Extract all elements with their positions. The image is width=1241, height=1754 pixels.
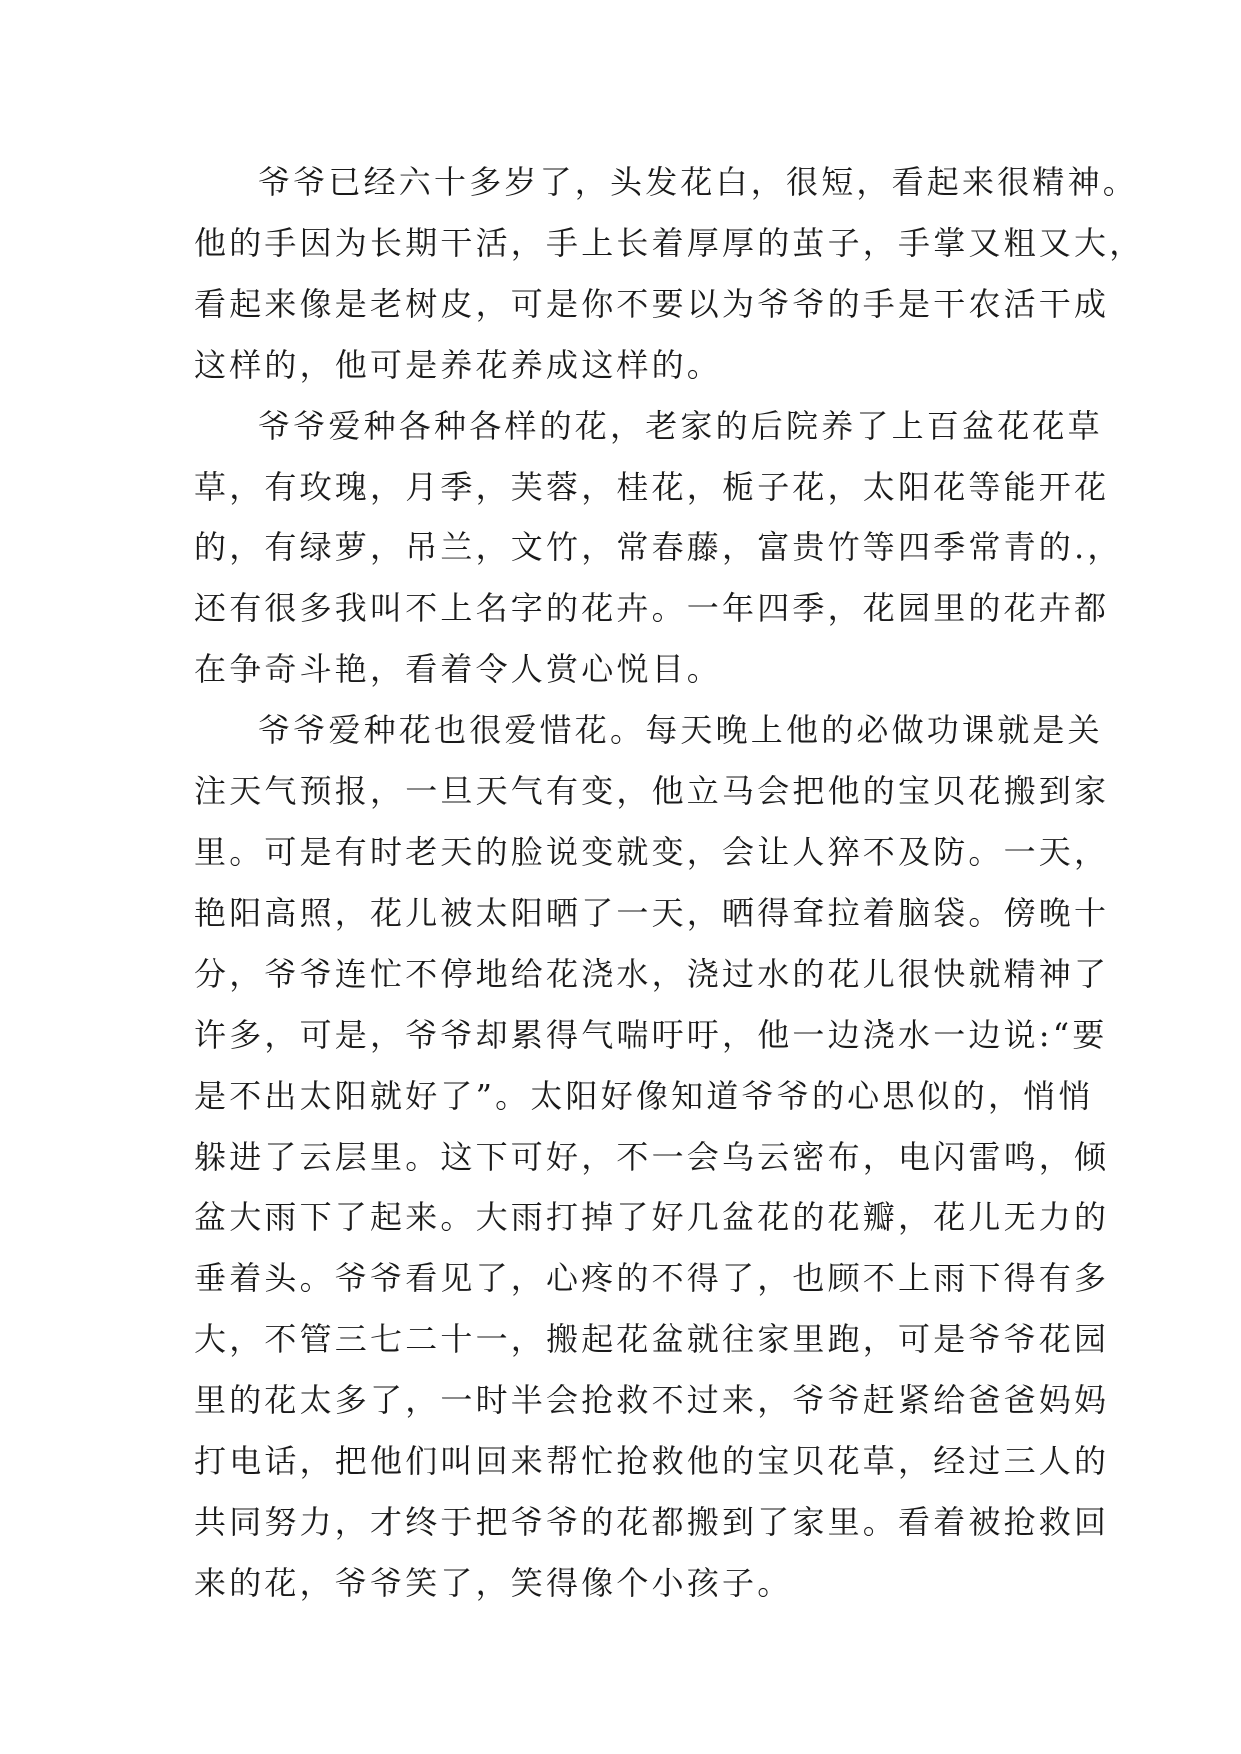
text-line: 垂着头。爷爷看见了，心疼的不得了，也顾不上雨下得有多 <box>194 1259 1110 1298</box>
text-line: 爷爷爱种花也很爱惜花。每天晚上他的必做功课就是关 <box>258 711 1103 750</box>
text-line: 爷爷爱种各种各样的花，老家的后院养了上百盆花花草 <box>258 406 1103 445</box>
text-line: 里的花太多了，一时半会抢救不过来，爷爷赶紧给爸爸妈妈 <box>194 1381 1110 1420</box>
text-line: 草，有玫瑰，月季，芙蓉，桂花，栀子花，太阳花等能开花 <box>194 467 1110 506</box>
text-line: 艳阳高照，花儿被太阳晒了一天，晒得耷拉着脑袋。傍晚十 <box>194 893 1110 932</box>
text-line: 大，不管三七二十一，搬起花盆就往家里跑，可是爷爷花园 <box>194 1320 1110 1359</box>
text-line: 许多，可是，爷爷却累得气喘吁吁，他一边浇水一边说:“要 <box>194 1015 1108 1054</box>
text-line: 这样的，他可是养花养成这样的。 <box>194 345 723 384</box>
text-line: 看起来像是老树皮，可是你不要以为爷爷的手是干农活干成 <box>194 284 1110 323</box>
text-line: 共同努力，才终于把爷爷的花都搬到了家里。看着被抢救回 <box>194 1502 1110 1541</box>
paragraph-1 <box>194 152 1145 396</box>
document-body <box>194 152 1145 1614</box>
text-line: 躲进了云层里。这下可好，不一会乌云密布，电闪雷鸣，倾 <box>194 1137 1110 1176</box>
text-line: 盆大雨下了起来。大雨打掉了好几盆花的花瓣，花儿无力的 <box>194 1198 1110 1237</box>
paragraph-2 <box>194 396 1123 701</box>
text-line: 注天气预报，一旦天气有变，他立马会把他的宝贝花搬到家 <box>194 772 1110 811</box>
text-line: 分，爷爷连忙不停地给花浇水，浇过水的花儿很快就精神了 <box>194 954 1110 993</box>
text-line: 爷爷已经六十多岁了，头发花白，很短，看起来很精神。 <box>258 163 1139 201</box>
text-line: 他的手因为长期干活，手上长着厚厚的茧子，手掌又粗又大， <box>194 223 1145 262</box>
text-line: 打电话，把他们叫回来帮忙抢救他的宝贝花草，经过三人的 <box>194 1442 1110 1481</box>
paragraph-3 <box>194 700 1110 1614</box>
text-line: 是不出太阳就好了”。太阳好像知道爷爷的心思似的，悄悄 <box>194 1076 1094 1115</box>
text-line: 里。可是有时老天的脸说变就变，会让人猝不及防。一天， <box>194 832 1110 871</box>
text-line: 来的花，爷爷笑了，笑得像个小孩子。 <box>194 1563 793 1602</box>
text-line: 的，有绿萝，吊兰，文竹，常春藤，富贵竹等四季常青的.， <box>194 528 1123 567</box>
text-line: 在争奇斗艳，看着令人赏心悦目。 <box>194 650 723 689</box>
text-line: 还有很多我叫不上名字的花卉。一年四季，花园里的花卉都 <box>194 589 1110 628</box>
